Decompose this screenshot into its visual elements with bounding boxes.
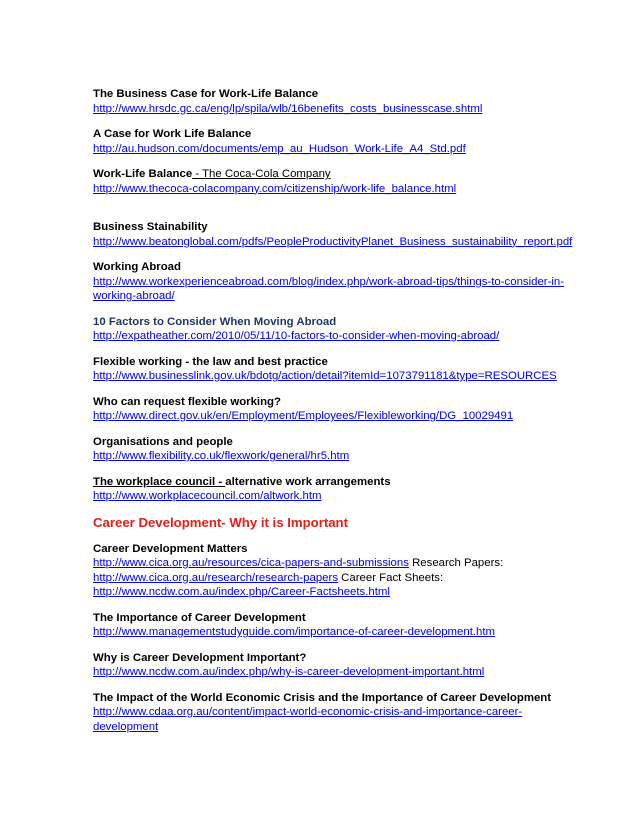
list-item [93, 167, 593, 196]
entry-heading: Career Development Matters [93, 542, 248, 555]
entry-link[interactable]: http://www.cica.org.au/resources/cica-papers-and-submissions [93, 557, 409, 569]
section-title: Career Development- Why it is Important [93, 514, 349, 530]
list-item [93, 127, 593, 156]
entry-heading: Flexible working - the law and best practice [93, 355, 328, 368]
entry-link[interactable]: http://expatheather.com/2010/05/11/10-factors-to-consider-when-moving-abroad/ [93, 330, 500, 342]
entry-heading: Working Abroad [93, 261, 181, 273]
entry-heading-bold: Work-Life Balance [93, 168, 193, 180]
entry-heading: 10 Factors to Consider When Moving Abroad [93, 315, 337, 328]
list-item [93, 651, 593, 680]
list-item [93, 691, 593, 735]
entry-link-row [93, 585, 593, 600]
entry-heading [93, 475, 593, 490]
entry-heading: Business Stainability [93, 221, 208, 233]
entry-heading: Who can request flexible working? [93, 395, 281, 408]
entry-link-line2[interactable]: development [93, 720, 159, 733]
entry-heading: Organisations and people [93, 435, 233, 448]
document-page [93, 87, 593, 745]
entry-heading-underlined: The workplace council - [93, 475, 226, 488]
list-item [93, 611, 593, 640]
entry-link[interactable]: http://www.businesslink.gov.uk/bdotg/action/detail?itemId=1073791181&type=RESOURCES [93, 370, 557, 382]
entry-link-suffix: Research Papers: [408, 557, 504, 569]
entry-link-row [93, 556, 593, 571]
entry-heading [93, 167, 593, 182]
entry-link-row [93, 571, 593, 586]
entry-link-suffix: Career Fact Sheets: [338, 571, 444, 584]
entry-link-line1[interactable]: http://www.workexperienceabroad.com/blog/index.php/work-abroad-tips/things-to-consider-in- [93, 275, 565, 288]
entry-link-line1[interactable]: http://www.cdaa.org.au/content/impact-world-economic-crisis-and-importance-career- [93, 706, 523, 718]
entry-link[interactable]: http://www.flexibility.co.uk/flexwork/general/hr5.htm [93, 450, 350, 462]
entry-heading-rest: - The Coca-Cola Company [192, 168, 331, 180]
entry-link[interactable]: http://www.managementstudyguide.com/importance-of-career-development.htm [93, 626, 496, 638]
list-item [93, 315, 593, 344]
entry-link[interactable]: http://www.thecoca-colacompany.com/citizenship/work-life_balance.html [93, 182, 457, 195]
list-item [93, 87, 593, 116]
list-item [93, 260, 593, 304]
entry-link[interactable]: http://www.ncdw.com.au/index.php/Career-Factsheets.html [93, 586, 390, 598]
entry-heading: The Business Case for Work-Life Balance [93, 88, 319, 100]
entry-link[interactable]: http://www.cica.org.au/research/research-papers [93, 571, 339, 584]
list-item [93, 220, 593, 249]
entry-link-line2[interactable]: working-abroad/ [93, 290, 175, 302]
entry-heading: The Importance of Career Development [93, 611, 306, 624]
entry-heading: Why is Career Development Important? [93, 651, 307, 664]
entry-link[interactable]: http://www.hrsdc.gc.ca/eng/lp/spila/wlb/16benefits_costs_businesscase.shtml [93, 102, 483, 115]
entry-link[interactable]: http://au.hudson.com/documents/emp_au_Hudson_Work-Life_A4_Std.pdf [93, 142, 466, 155]
entry-link[interactable]: http://www.ncdw.com.au/index.php/why-is-career-development-important.html [93, 666, 485, 678]
entry-heading: A Case for Work Life Balance [93, 128, 252, 140]
list-item [93, 542, 593, 600]
list-item [93, 395, 593, 424]
entry-link[interactable]: http://www.beatonglobal.com/pdfs/PeopleProductivityPlanet_Business_sustainability_report.pdf [93, 235, 573, 248]
entry-link[interactable]: http://www.workplacecouncil.com/altwork.htm [93, 490, 322, 502]
entry-link[interactable]: http://www.direct.gov.uk/en/Employment/Employees/Flexibleworking/DG_10029491 [93, 410, 514, 422]
entry-heading-rest: alternative work arrangements [225, 475, 391, 488]
list-item [93, 475, 593, 504]
list-item [93, 355, 593, 384]
list-item [93, 435, 593, 464]
entry-heading: The Impact of the World Economic Crisis and the Importance of Career Development [93, 691, 552, 704]
